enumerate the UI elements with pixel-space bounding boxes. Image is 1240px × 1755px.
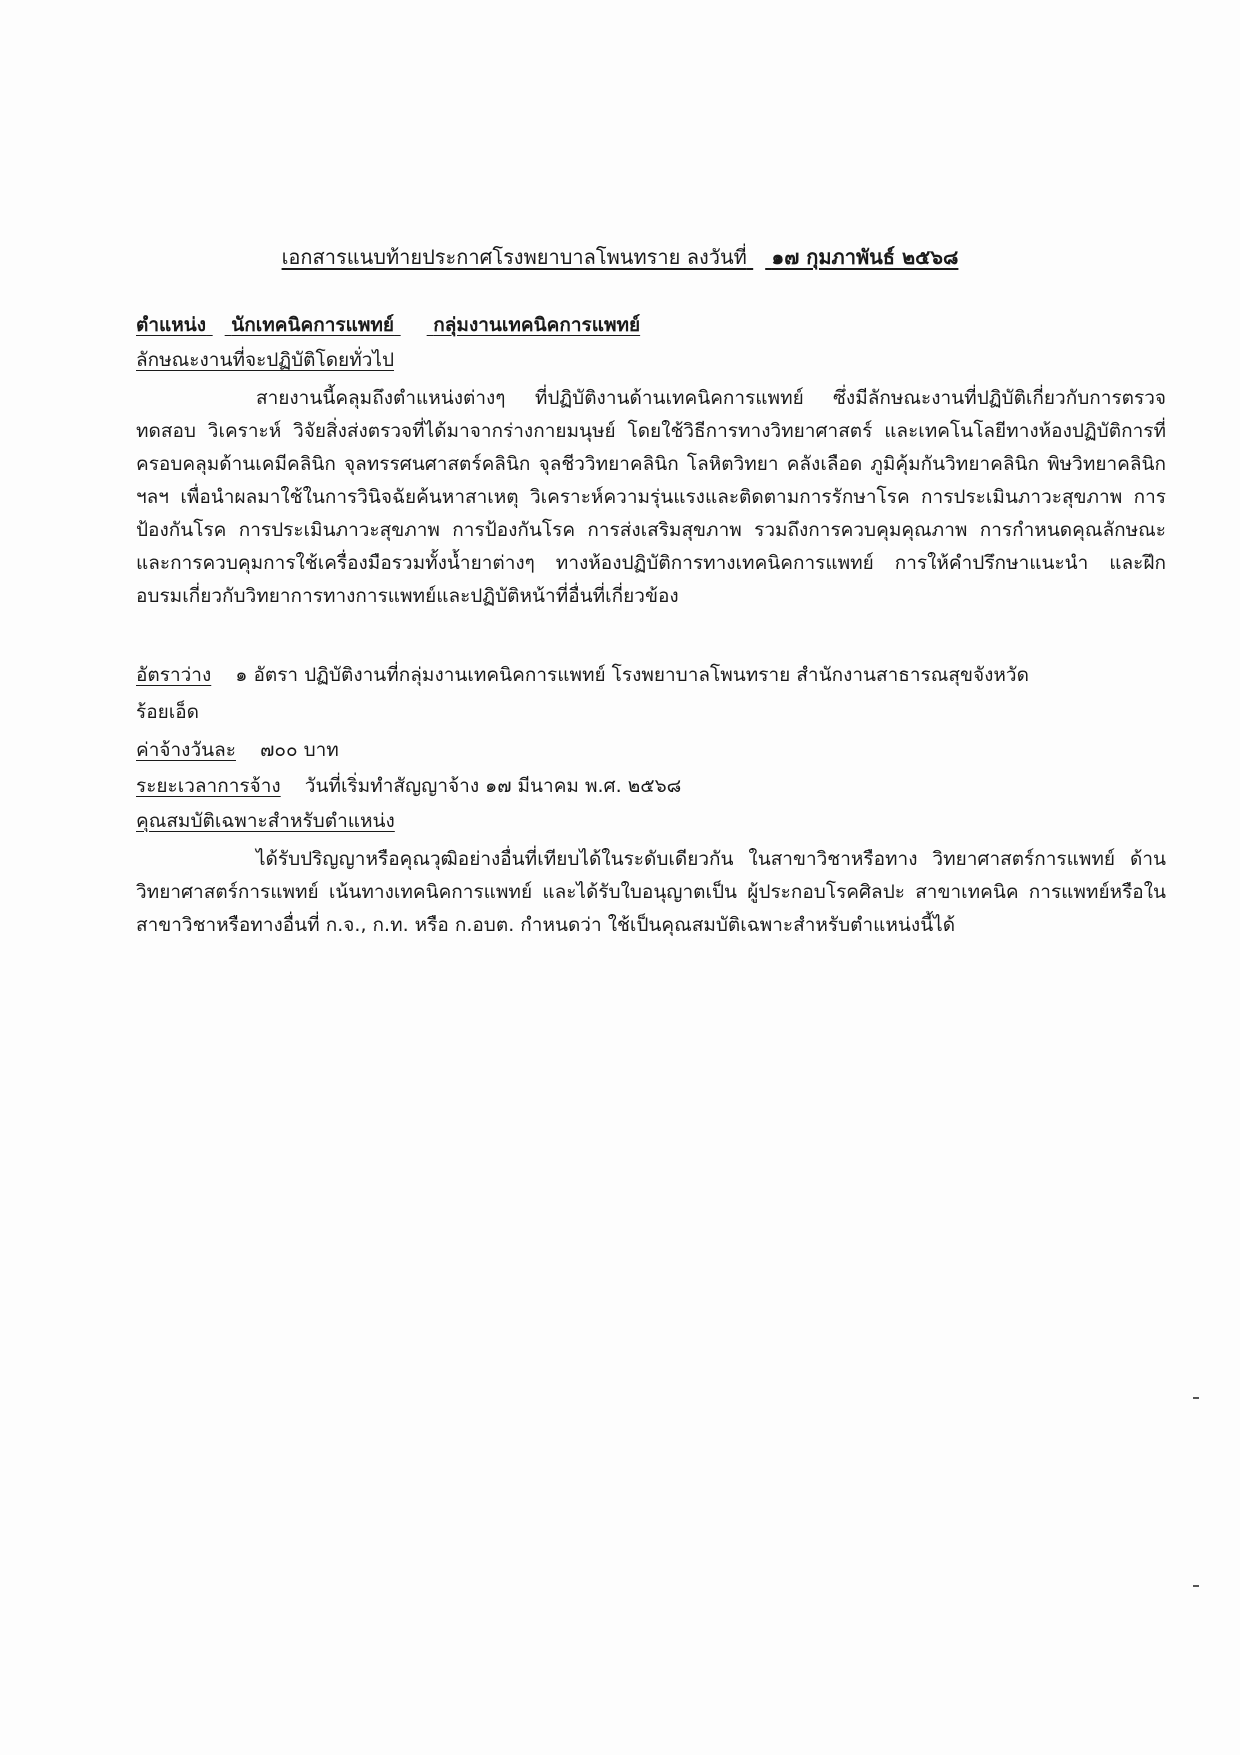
wage-label: ค่าจ้างวันละ: [136, 739, 236, 761]
job-nature-paragraph: [136, 382, 1166, 613]
title-date: ๑๗ กุมภาพันธ์ ๒๕๖๘: [771, 245, 959, 269]
period-label: ระยะเวลาการจ้าง: [136, 775, 281, 797]
qualification-paragraph: [136, 843, 1166, 942]
qualification-text: ได้รับปริญญาหรือคุณวุฒิอย่างอื่นที่เทียบได้ในระดับเดียวกัน ในสาขาวิชาหรือทาง วิทยาศาสตร์การแพทย์ ด้านวิทยาศาสตร์การแพทย์ เน้นทางเทคนิคการแพทย์ และได้รับใบอนุญาตเป็น ผู้ประกอบโรคศิลปะ สาขาเทคนิค การแพทย์หรือในสาขาวิชาหรือทางอื่นที่ ก.จ., ก.ท. หรือ ก.อบต. กำหนดว่า ใช้เป็นคุณสมบัติเฉพาะสำหรับตำแหน่งนี้ได้: [136, 848, 1166, 936]
scan-edge-mark: [1193, 1397, 1199, 1399]
vacancy-text-cont: ร้อยเอ็ด: [136, 701, 199, 723]
position-label: ตำแหน่ง: [136, 314, 207, 336]
period-text: วันที่เริ่มทำสัญญาจ้าง ๑๗ มีนาคม พ.ศ. ๒๕๖๘: [304, 775, 682, 797]
qualification-heading: คุณสมบัติเฉพาะสำหรับตำแหน่ง: [136, 810, 395, 832]
job-nature-text: สายงานนี้คลุมถึงตำแหน่งต่างๆ ที่ปฏิบัติงานด้านเทคนิคการแพทย์ ซึ่งมีลักษณะงานที่ปฏิบัติเกี่ยวกับการตรวจ ทดสอบ วิเคราะห์ วิจัยสิ่งส่งตรวจที่ได้มาจากร่างกายมนุษย์ โดยใช้วิธีการทางวิทยาศาสตร์ และเทคโนโลยีทางห้องปฏิบัติการที่ครอบคลุมด้านเคมีคลินิก จุลทรรศนศาสตร์คลินิก จุลชีววิทยาคลินิก โลหิตวิทยา คลังเลือด ภูมิคุ้มกันวิทยาคลินิก พิษวิทยาคลินิก ฯลฯ เพื่อนำผลมาใช้ในการวินิจฉัยค้นหาสาเหตุ วิเคราะห์ความรุ่นแรงและติดตามการรักษาโรค การประเมินภาวะสุขภาพ การป้องกันโรค การประเมินภาวะสุขภาพ การป้องกันโรค การส่งเสริมสุขภาพ รวมถึงการควบคุมคุณภาพ การกำหนดคุณลักษณะ และการควบคุมการใช้เครื่องมือรวมทั้งน้ำยาต่างๆ ทางห้องปฏิบัติการทางเทคนิคการแพทย์ การให้คำปรึกษาแนะนำ และฝึกอบรมเกี่ยวกับวิทยาการทางการแพทย์และปฏิบัติหน้าที่อื่นที่เกี่ยวข้อง: [136, 387, 1166, 607]
job-nature-heading: ลักษณะงานที่จะปฏิบัติโดยทั่วไป: [136, 349, 395, 371]
wage-value: ๗๐๐ บาท: [260, 739, 339, 761]
group-name: กลุ่มงานเทคนิคการแพทย์: [433, 314, 641, 336]
wage-line: [136, 737, 339, 763]
scan-edge-mark: [1193, 1585, 1199, 1587]
vacancy-line: [136, 662, 1029, 688]
period-line: [136, 773, 681, 799]
title-prefix: เอกสารแนบท้ายประกาศโรงพยาบาลโพนทราย ลงวันที่: [281, 245, 747, 269]
vacancy-text: ๑ อัตรา ปฏิบัติงานที่กลุ่มงานเทคนิคการแพทย์ โรงพยาบาลโพนทราย สำนักงานสาธารณสุขจังหวัด: [235, 664, 1029, 686]
document-title: [0, 241, 1240, 273]
vacancy-label: อัตราว่าง: [136, 664, 212, 686]
position-line: [136, 312, 640, 338]
position-name: นักเทคนิคการแพทย์: [231, 314, 395, 336]
